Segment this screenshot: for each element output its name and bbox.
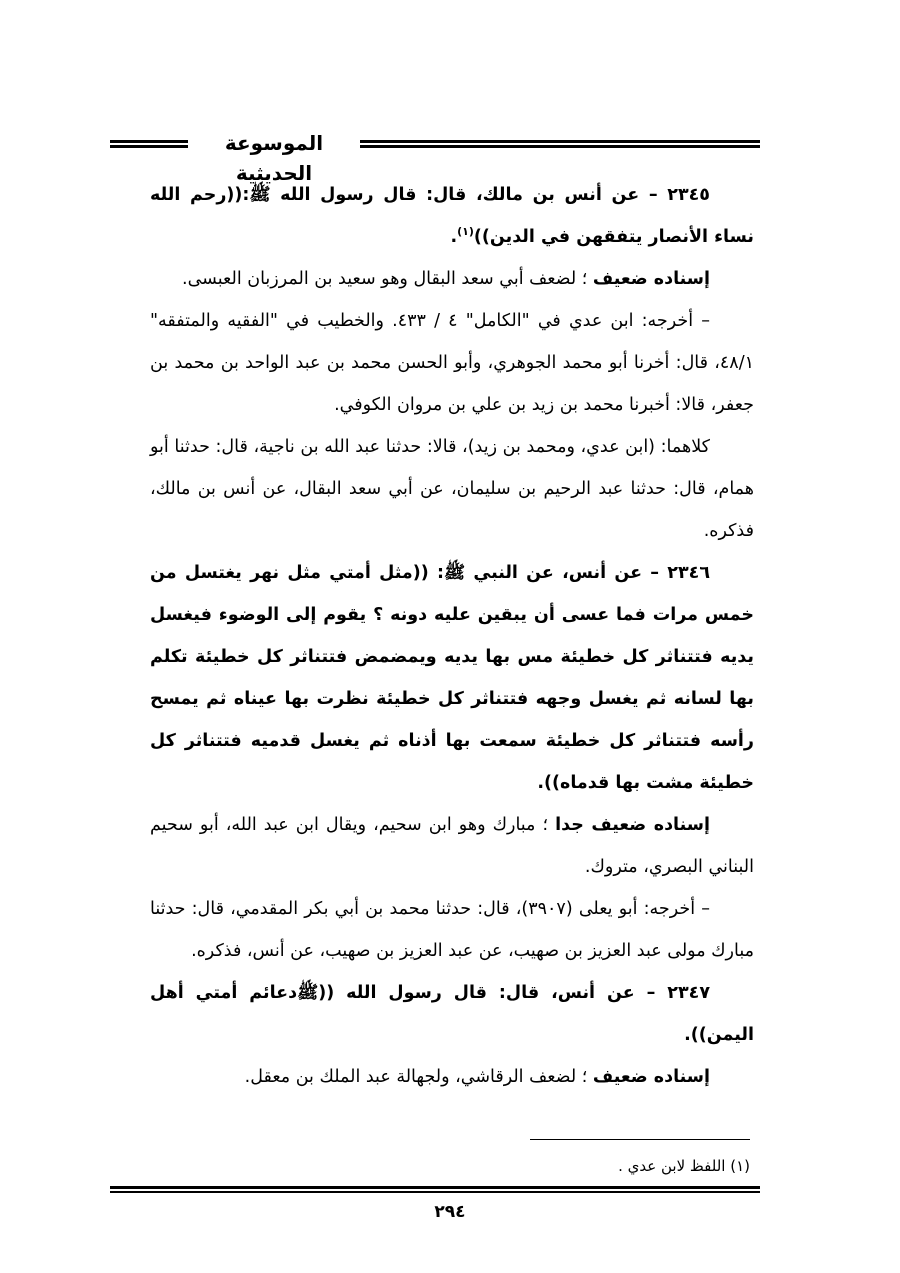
grade-text: ؛ لضعف الرقاشي، ولجهالة عبد الملك بن معقل. bbox=[244, 1067, 588, 1087]
hadith-2346 bbox=[150, 552, 754, 804]
hadith-intro: – عن أنس بن مالك، قال: قال رسول الله ﷺ: bbox=[242, 185, 658, 205]
takhrij-2346 bbox=[150, 888, 754, 972]
header-title: الموسوعة الحديثية bbox=[224, 131, 324, 185]
header-rule-right bbox=[360, 140, 760, 148]
page-number: ٢٩٤ bbox=[434, 1202, 466, 1222]
chain-text: كلاهما: (ابن عدي، ومحمد بن زيد)، قالا: حدثنا عبد الله بن ناجية، قال: حدثنا أبو همام، قال: حدثنا عبد الرحيم بن سليمان، عن أبي سعد البقال، عن أنس بن مالك، فذكره. bbox=[150, 437, 754, 541]
hadith-number: ٢٣٤٧ bbox=[667, 983, 711, 1003]
footnote-1: (١) اللفظ لابن عدي . bbox=[618, 1157, 750, 1175]
grade-2347 bbox=[150, 1056, 754, 1098]
grade-2346 bbox=[150, 804, 754, 888]
hadith-text: ((رحم الله نساء الأنصار يتفقهن في الدين)) bbox=[150, 185, 754, 247]
hadith-text: ((ﷺدعائم أمتي أهل اليمن)). bbox=[150, 983, 754, 1045]
hadith-text: ((مثل أمتي مثل نهر يغتسل من خمس مرات فما عسى أن يبقين عليه دونه ؟ يقوم إلى الوضوء فيغسل يديه فتتناثر كل خطيئة مس بها يديه ويمضمض فتتناثر كل خطيئة تكلم بها لسانه ثم يغسل وجهه فتتناثر كل خطيئة نظرت بها عيناه ثم يمسح رأسه فتتناثر كل خطيئة سمعت بها أذناه ثم يغسل قدميه فتتناثر كل خطيئة مشت بها قدماه)). bbox=[150, 563, 754, 793]
hadith-intro: – عن أنس، قال: قال رسول الله bbox=[346, 983, 656, 1003]
footnote-ref[interactable]: (١) bbox=[457, 225, 474, 239]
hadith-intro: – عن أنس، عن النبي ﷺ: bbox=[436, 563, 660, 583]
footnote-separator bbox=[530, 1139, 750, 1140]
chain-2345 bbox=[150, 426, 754, 552]
hadith-2347 bbox=[150, 972, 754, 1056]
page-header bbox=[110, 124, 760, 185]
page-content bbox=[150, 174, 754, 1098]
hadith-number: ٢٣٤٥ bbox=[667, 185, 710, 205]
footer-rule bbox=[110, 1186, 760, 1193]
takhrij-2345 bbox=[150, 300, 754, 426]
grade-text: ؛ لضعف أبي سعد البقال وهو سعيد بن المرزبان العبسى. bbox=[182, 269, 588, 289]
grade-label: إسناده ضعيف جدا bbox=[555, 815, 710, 835]
takhrij-text: – أخرجه: أبو يعلى (٣٩٠٧)، قال: حدثنا محمد بن أبي بكر المقدمي، قال: حدثنا مبارك مولى عبد العزيز بن صهيب، عن عبد العزيز بن صهيب، عن أنس، فذكره. bbox=[150, 899, 754, 961]
takhrij-text: – أخرجه: ابن عدي في "الكامل" ٤ / ٤٣٣. والخطيب في "الفقيه والمتفقه" ٤٨/١، قال: أخرنا أبو محمد الجوهري، وأبو الحسن محمد بن عبد الواحد بن محمد بن جعفر، قالا: أخبرنا محمد بن زيد بن علي بن مروان الكوفي. bbox=[150, 311, 754, 415]
grade-label: إسناده ضعيف bbox=[592, 1067, 710, 1087]
grade-2345 bbox=[150, 258, 754, 300]
hadith-number: ٢٣٤٦ bbox=[667, 563, 711, 583]
grade-text: ؛ مبارك وهو ابن سحيم، ويقال ابن عبد الله، أبو سحيم البناني البصري، متروك. bbox=[150, 815, 754, 877]
hadith-2345: ٢٣٤٥ – عن أنس بن مالك، قال: قال رسول الله ﷺ:((رحم الله نساء الأنصار يتفقهن في الدين))$^{(١)}$. bbox=[150, 185, 754, 247]
grade-label: إسناده ضعيف bbox=[592, 269, 710, 289]
header-rule-left bbox=[110, 140, 188, 148]
